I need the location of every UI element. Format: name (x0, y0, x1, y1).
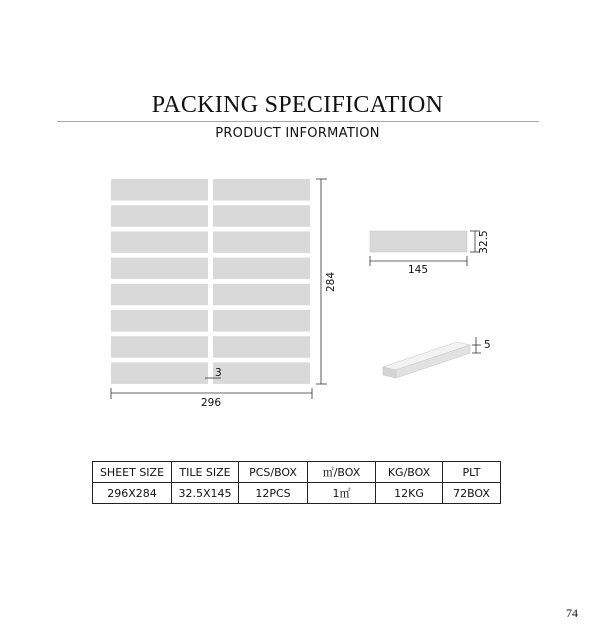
header-sqm-per-box: ㎡/BOX (308, 462, 376, 483)
cell-kg-per-box: 12KG (376, 483, 443, 504)
cell-sqm-per-box: 1㎡ (308, 483, 376, 504)
sheet-width-label: 296 (200, 397, 222, 409)
cell-pcs-per-box: 12PCS (239, 483, 308, 504)
sheet-tile (213, 310, 310, 332)
sheet-tile (213, 231, 310, 253)
section-subtitle: PRODUCT INFORMATION (215, 126, 380, 141)
joint-label: 3 (215, 367, 222, 379)
sheet-tile (213, 284, 310, 306)
sheet-tile (111, 205, 208, 227)
page-title: PACKING SPECIFICATION (151, 92, 444, 118)
sheet-tile (111, 231, 208, 253)
header-sheet-size: SHEET SIZE (93, 462, 172, 483)
sheet-tile (111, 336, 208, 358)
sheet-tile (213, 336, 310, 358)
sheet-height-label: 284 (325, 271, 337, 293)
table-row (93, 483, 501, 504)
sheet-tile (111, 284, 208, 306)
tile-width-label: 32.5 (478, 230, 490, 254)
packing-table (92, 461, 501, 504)
sheet-tile (111, 310, 208, 332)
sheet-tile (213, 258, 310, 280)
single-tile-front (370, 231, 467, 252)
header-pcs-per-box: PCS/BOX (239, 462, 308, 483)
page-number: 74 (566, 606, 578, 620)
tile-thickness-label: 5 (484, 339, 491, 351)
cell-sheet-size: 296X284 (93, 483, 172, 504)
sheet-tile (111, 258, 208, 280)
sheet-tile (213, 179, 310, 201)
sheet-tile (213, 205, 310, 227)
sheet-tile (213, 362, 310, 384)
cell-tile-size: 32.5X145 (172, 483, 239, 504)
sheet-tile (111, 362, 208, 384)
header-plt: PLT (443, 462, 501, 483)
header-kg-per-box: KG/BOX (376, 462, 443, 483)
cell-plt: 72BOX (443, 483, 501, 504)
table-header-row (93, 462, 501, 483)
sheet-tiles (111, 179, 310, 384)
sheet-tile (111, 179, 208, 201)
single-tile-3d (383, 342, 470, 378)
tile-length-label: 145 (407, 264, 429, 276)
header-tile-size: TILE SIZE (172, 462, 239, 483)
tile-thickness-dimension (472, 337, 481, 353)
